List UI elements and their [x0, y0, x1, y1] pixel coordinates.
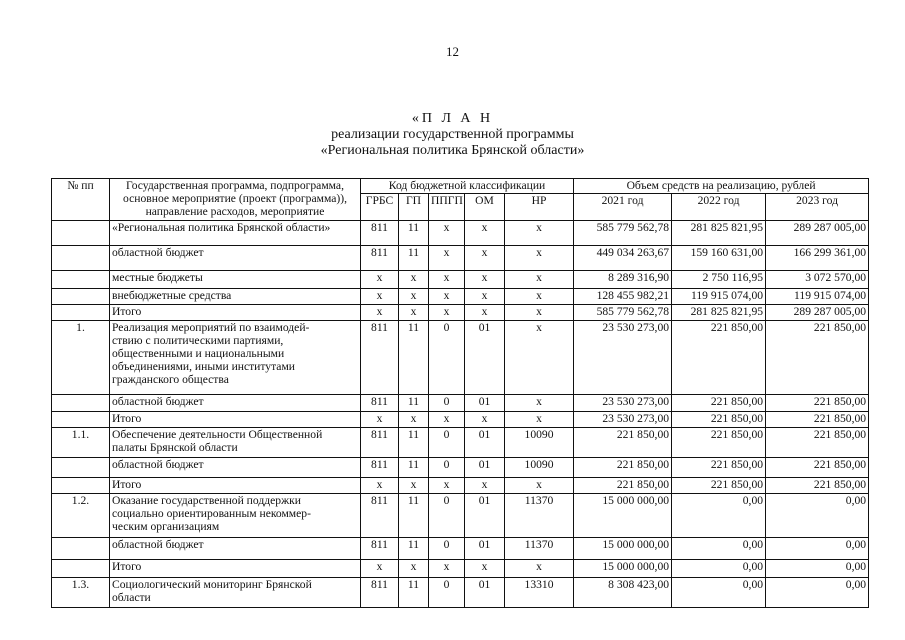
row-name-cell: Итого: [110, 478, 361, 494]
row-gp-cell: 11: [399, 458, 429, 478]
row-num-cell: 1.: [52, 321, 110, 395]
table-row: [52, 321, 869, 395]
row-om-cell: x: [465, 560, 505, 578]
row-om-cell: 01: [465, 428, 505, 458]
row-2021-cell: 23 530 273,00: [574, 412, 672, 428]
row-2023-cell: 3 072 570,00: [766, 271, 869, 289]
row-om-cell: x: [465, 478, 505, 494]
row-2022-cell: 221 850,00: [672, 478, 766, 494]
table-row: [52, 271, 869, 289]
row-name-cell: областной бюджет: [110, 458, 361, 478]
row-num-cell: [52, 305, 110, 321]
row-num-cell: [52, 412, 110, 428]
row-nr-cell: x: [505, 271, 574, 289]
row-nr-cell: x: [505, 221, 574, 246]
row-nr-cell: 11370: [505, 538, 574, 560]
document-title: [0, 111, 905, 159]
row-nr-cell: x: [505, 395, 574, 412]
row-2023-cell: 221 850,00: [766, 478, 869, 494]
row-ppgp-cell: x: [429, 478, 465, 494]
row-2023-cell: 221 850,00: [766, 412, 869, 428]
row-name-cell: областной бюджет: [110, 538, 361, 560]
row-2022-cell: 2 750 116,95: [672, 271, 766, 289]
table-row: [52, 412, 869, 428]
row-nr-cell: 10090: [505, 458, 574, 478]
row-num-cell: [52, 538, 110, 560]
header-volume: Объем средств на реализацию, рублей: [574, 179, 869, 194]
row-gp-cell: 11: [399, 246, 429, 271]
row-name-cell: областной бюджет: [110, 246, 361, 271]
table-row: [52, 494, 869, 538]
row-name-cell: «Региональная политика Брянской области»: [110, 221, 361, 246]
page-number: 12: [446, 44, 459, 59]
table-row: [52, 560, 869, 578]
row-num-cell: 1.1.: [52, 428, 110, 458]
row-name-cell: Обеспечение деятельности Общественной палаты Брянской области: [110, 428, 361, 458]
table-row: [52, 428, 869, 458]
row-gp-cell: 11: [399, 428, 429, 458]
row-2023-cell: 221 850,00: [766, 321, 869, 395]
row-om-cell: x: [465, 289, 505, 305]
title-line-2: реализации государственной программы: [331, 127, 574, 142]
row-2022-cell: 119 915 074,00: [672, 289, 766, 305]
row-grbs-cell: x: [361, 271, 399, 289]
row-om-cell: 01: [465, 458, 505, 478]
row-nr-cell: 10090: [505, 428, 574, 458]
row-2022-cell: 221 850,00: [672, 412, 766, 428]
row-grbs-cell: x: [361, 305, 399, 321]
row-nr-cell: x: [505, 246, 574, 271]
row-grbs-cell: 811: [361, 578, 399, 608]
row-2021-cell: 23 530 273,00: [574, 395, 672, 412]
row-name-cell: областной бюджет: [110, 395, 361, 412]
row-2023-cell: 289 287 005,00: [766, 221, 869, 246]
row-gp-cell: 11: [399, 494, 429, 538]
row-2021-cell: 449 034 263,67: [574, 246, 672, 271]
row-ppgp-cell: x: [429, 289, 465, 305]
row-grbs-cell: x: [361, 478, 399, 494]
row-num-cell: [52, 289, 110, 305]
row-2022-cell: 281 825 821,95: [672, 305, 766, 321]
row-name-cell: Итого: [110, 560, 361, 578]
row-2023-cell: 289 287 005,00: [766, 305, 869, 321]
row-2022-cell: 221 850,00: [672, 395, 766, 412]
row-2023-cell: 0,00: [766, 560, 869, 578]
row-name-cell: Итого: [110, 305, 361, 321]
row-gp-cell: 11: [399, 221, 429, 246]
table-row: [52, 305, 869, 321]
row-nr-cell: x: [505, 321, 574, 395]
table-row: [52, 538, 869, 560]
row-name-cell: Итого: [110, 412, 361, 428]
row-num-cell: 1.2.: [52, 494, 110, 538]
row-grbs-cell: 811: [361, 428, 399, 458]
row-gp-cell: 11: [399, 321, 429, 395]
row-nr-cell: 11370: [505, 494, 574, 538]
row-gp-cell: x: [399, 412, 429, 428]
header-2021: 2021 год: [574, 194, 672, 221]
header-2022: 2022 год: [672, 194, 766, 221]
row-om-cell: 01: [465, 538, 505, 560]
row-grbs-cell: 811: [361, 246, 399, 271]
row-2022-cell: 0,00: [672, 538, 766, 560]
row-ppgp-cell: x: [429, 305, 465, 321]
title-line-1: «П Л А Н: [411, 111, 494, 126]
row-2021-cell: 221 850,00: [574, 458, 672, 478]
row-2022-cell: 221 850,00: [672, 428, 766, 458]
header-om: ОМ: [465, 194, 505, 221]
row-2023-cell: 119 915 074,00: [766, 289, 869, 305]
row-num-cell: [52, 560, 110, 578]
row-2021-cell: 23 530 273,00: [574, 321, 672, 395]
row-ppgp-cell: x: [429, 271, 465, 289]
plan-table: [51, 178, 869, 608]
row-2022-cell: 0,00: [672, 560, 766, 578]
header-budget-code: Код бюджетной классификации: [361, 179, 574, 194]
row-2021-cell: 8 289 316,90: [574, 271, 672, 289]
row-2023-cell: 0,00: [766, 538, 869, 560]
row-2021-cell: 8 308 423,00: [574, 578, 672, 608]
row-num-cell: [52, 221, 110, 246]
row-2022-cell: 281 825 821,95: [672, 221, 766, 246]
row-2023-cell: 0,00: [766, 578, 869, 608]
row-grbs-cell: 811: [361, 395, 399, 412]
row-nr-cell: x: [505, 412, 574, 428]
row-2023-cell: 221 850,00: [766, 458, 869, 478]
row-2023-cell: 0,00: [766, 494, 869, 538]
row-2022-cell: 221 850,00: [672, 321, 766, 395]
row-ppgp-cell: 0: [429, 428, 465, 458]
header-gp: ГП: [399, 194, 429, 221]
row-nr-cell: x: [505, 560, 574, 578]
table-row: [52, 395, 869, 412]
row-2023-cell: 221 850,00: [766, 395, 869, 412]
row-gp-cell: 11: [399, 578, 429, 608]
row-gp-cell: x: [399, 289, 429, 305]
row-gp-cell: x: [399, 305, 429, 321]
table-row: [52, 289, 869, 305]
row-num-cell: [52, 271, 110, 289]
header-name-line-2: основное мероприятие (проект (программа)),: [123, 192, 347, 205]
row-2021-cell: 221 850,00: [574, 478, 672, 494]
title-line-3: «Региональная политика Брянской области»: [320, 143, 585, 158]
row-om-cell: x: [465, 305, 505, 321]
row-ppgp-cell: 0: [429, 578, 465, 608]
table-row: [52, 246, 869, 271]
row-ppgp-cell: x: [429, 246, 465, 271]
row-nr-cell: 13310: [505, 578, 574, 608]
row-grbs-cell: 811: [361, 321, 399, 395]
row-ppgp-cell: x: [429, 412, 465, 428]
row-ppgp-cell: 0: [429, 458, 465, 478]
row-2023-cell: 221 850,00: [766, 428, 869, 458]
row-2021-cell: 585 779 562,78: [574, 221, 672, 246]
row-ppgp-cell: x: [429, 560, 465, 578]
table-row: [52, 478, 869, 494]
row-2021-cell: 15 000 000,00: [574, 538, 672, 560]
row-2022-cell: 159 160 631,00: [672, 246, 766, 271]
row-grbs-cell: x: [361, 412, 399, 428]
row-num-cell: [52, 458, 110, 478]
row-name-cell: Реализация мероприятий по взаимодей- ствию с политическими партиями, общественными и национальными объединениями, иными институтами гражданского общества: [110, 321, 361, 395]
header-name: [110, 179, 361, 221]
row-om-cell: 01: [465, 578, 505, 608]
header-name-line-1: Государственная программа, подпрограмма,: [126, 179, 344, 192]
row-2021-cell: 128 455 982,21: [574, 289, 672, 305]
row-2022-cell: 221 850,00: [672, 458, 766, 478]
row-num-cell: [52, 395, 110, 412]
row-grbs-cell: 811: [361, 458, 399, 478]
row-om-cell: x: [465, 271, 505, 289]
row-2022-cell: 0,00: [672, 578, 766, 608]
row-2022-cell: 0,00: [672, 494, 766, 538]
row-nr-cell: x: [505, 289, 574, 305]
header-num: № пп: [52, 179, 110, 221]
row-num-cell: [52, 478, 110, 494]
table-row: [52, 458, 869, 478]
row-gp-cell: x: [399, 560, 429, 578]
row-num-cell: 1.3.: [52, 578, 110, 608]
row-gp-cell: 11: [399, 538, 429, 560]
row-2021-cell: 15 000 000,00: [574, 560, 672, 578]
row-grbs-cell: 811: [361, 538, 399, 560]
row-num-cell: [52, 246, 110, 271]
row-name-cell: местные бюджеты: [110, 271, 361, 289]
row-nr-cell: x: [505, 305, 574, 321]
row-om-cell: x: [465, 221, 505, 246]
header-nr: НР: [505, 194, 574, 221]
row-2021-cell: 585 779 562,78: [574, 305, 672, 321]
header-name-line-3: направление расходов, мероприятие: [145, 205, 325, 218]
table-row: [52, 221, 869, 246]
row-2021-cell: 221 850,00: [574, 428, 672, 458]
row-2023-cell: 166 299 361,00: [766, 246, 869, 271]
row-om-cell: 01: [465, 494, 505, 538]
row-grbs-cell: x: [361, 289, 399, 305]
header-grbs: ГРБС: [361, 194, 399, 221]
row-om-cell: x: [465, 246, 505, 271]
row-2021-cell: 15 000 000,00: [574, 494, 672, 538]
row-ppgp-cell: 0: [429, 494, 465, 538]
row-om-cell: 01: [465, 321, 505, 395]
row-om-cell: 01: [465, 395, 505, 412]
plan-table-body: [52, 221, 869, 608]
row-gp-cell: x: [399, 478, 429, 494]
row-ppgp-cell: x: [429, 221, 465, 246]
row-grbs-cell: 811: [361, 494, 399, 538]
row-gp-cell: x: [399, 271, 429, 289]
row-name-cell: Оказание государственной поддержки социально ориентированным некоммер- ческим организациям: [110, 494, 361, 538]
table-row: [52, 578, 869, 608]
row-om-cell: x: [465, 412, 505, 428]
header-ppgp: ППГП: [429, 194, 465, 221]
row-name-cell: Социологический мониторинг Брянской области: [110, 578, 361, 608]
row-name-cell: внебюджетные средства: [110, 289, 361, 305]
row-grbs-cell: 811: [361, 221, 399, 246]
row-ppgp-cell: 0: [429, 395, 465, 412]
header-2023: 2023 год: [766, 194, 869, 221]
row-grbs-cell: x: [361, 560, 399, 578]
row-ppgp-cell: 0: [429, 538, 465, 560]
row-ppgp-cell: 0: [429, 321, 465, 395]
row-nr-cell: x: [505, 478, 574, 494]
row-gp-cell: 11: [399, 395, 429, 412]
